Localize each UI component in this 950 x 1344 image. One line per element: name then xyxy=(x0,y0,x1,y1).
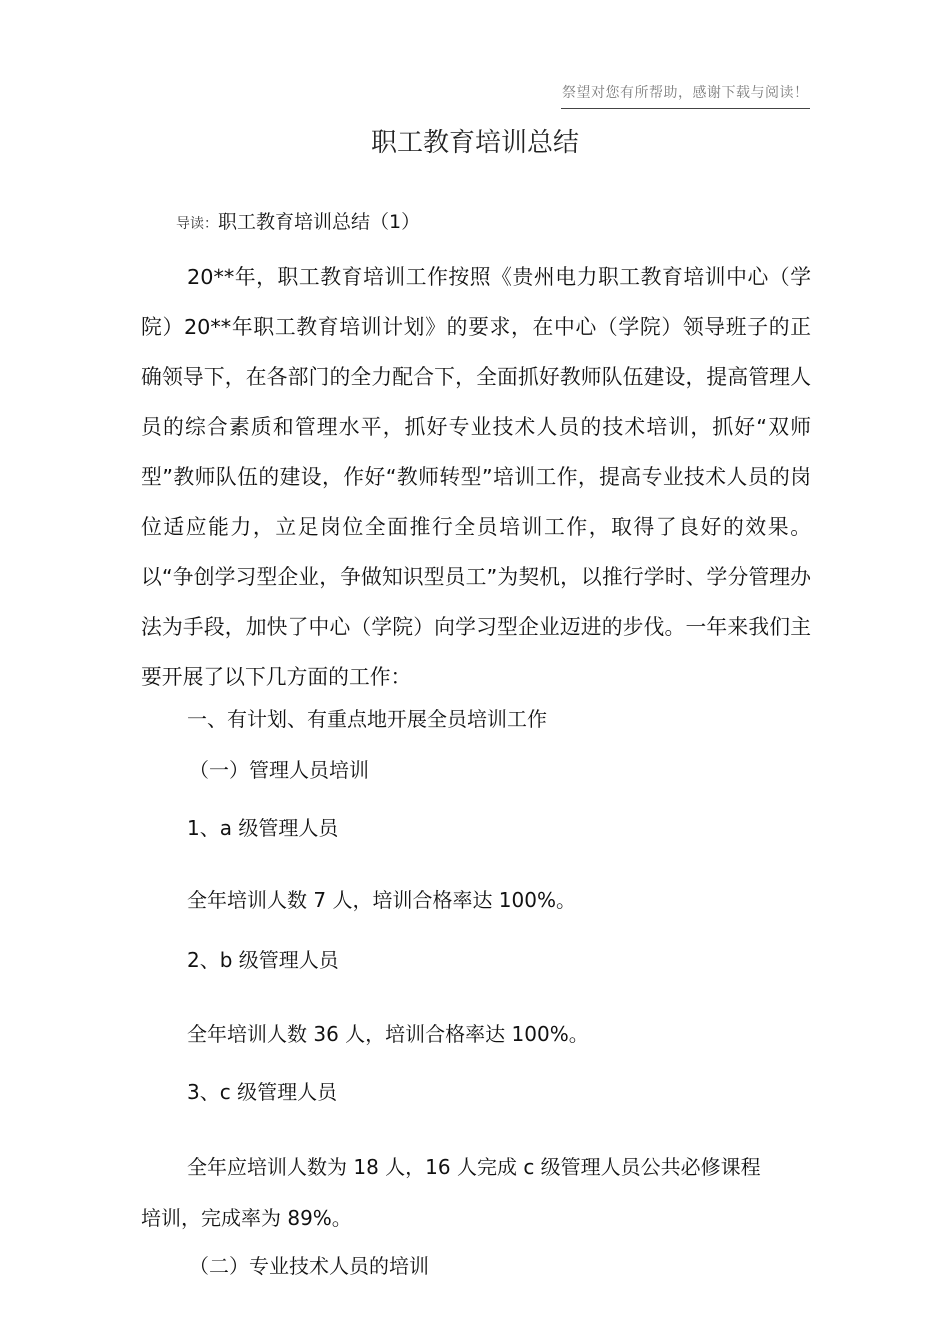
stat-b-level: 全年培训人数 36 人，培训合格率达 100%。 xyxy=(187,1022,589,1046)
stat-a-level: 全年培训人数 7 人，培训合格率达 100%。 xyxy=(187,888,576,912)
header-note: 祭望对您有所帮助，感谢下载与阅读！ xyxy=(562,85,809,101)
document-title: 职工教育培训总结 xyxy=(370,128,579,158)
lead-label: 导读： xyxy=(176,216,218,232)
section-heading-1: 一、有计划、有重点地开展全员培训工作 xyxy=(187,707,547,731)
stat-c-level-line-2: 培训，完成率为 89%。 xyxy=(141,1206,352,1230)
list-item-a-level: 1、a 级管理人员 xyxy=(187,816,339,840)
lead-text: 职工教育培训总结（1） xyxy=(218,211,421,233)
list-item-c-level: 3、c 级管理人员 xyxy=(187,1080,338,1104)
lead-line xyxy=(176,207,420,234)
subsection-heading-1: （一）管理人员培训 xyxy=(189,758,369,782)
list-item-b-level: 2、b 级管理人员 xyxy=(187,948,339,972)
header-rule xyxy=(561,108,810,109)
subsection-heading-2: （二）专业技术人员的培训 xyxy=(189,1254,429,1278)
intro-paragraph: 20**年，职工教育培训工作按照《贵州电力职工教育培训中心（学院）20**年职工教育培训计划》的要求，在中心（学院）领导班子的正确领导下，在各部门的全力配合下，全面抓好教师队伍建设，提高管理人员的综合素质和管理水平，抓好专业技术人员的技术培训，抓好“双师型”教师队伍的建设，作好“教师转型”培训工作，提高专业技术人员的岗位适应能力，立足岗位全面推行全员培训工作，取得了良好的效果。以“争创学习型企业，争做知识型员工”为契机，以推行学时、学分管理办法为手段，加快了中心（学院）向学习型企业迈进的步伐。一年来我们主要开展了以下几方面的工作： xyxy=(141,265,811,689)
stat-c-level-line-1: 全年应培训人数为 18 人，16 人完成 c 级管理人员公共必修课程 xyxy=(187,1155,761,1179)
